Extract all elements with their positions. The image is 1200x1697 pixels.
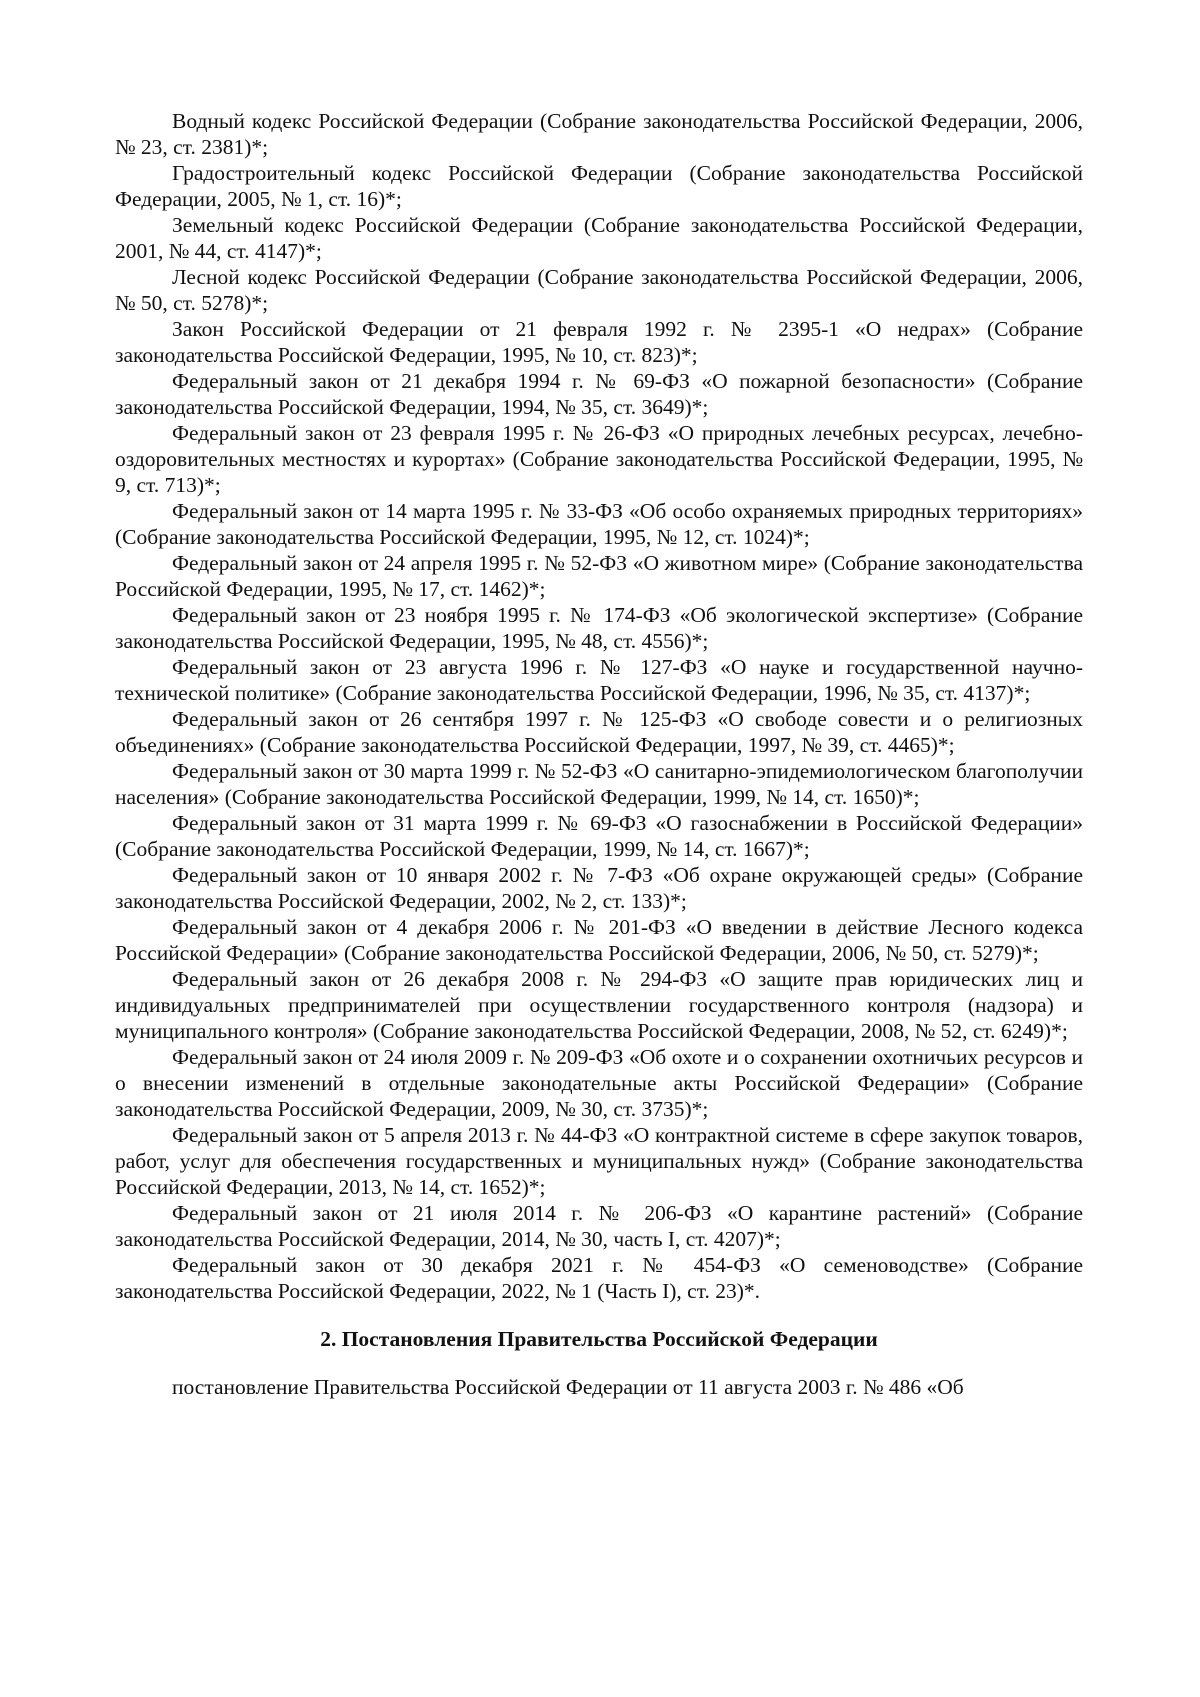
law-item-20: Федеральный закон от 21 июля 2014 г. № 206-ФЗ «О карантине растений» (Собрание законодательства Российской Федерации, 2014, № 30, часть I, ст. 4207)*; (115, 1201, 1083, 1251)
law-item-4: Лесной кодекс Российской Федерации (Собрание законодательства Российской Федерации, 2006, № 50, ст. 5278)*; (115, 265, 1083, 315)
law-item-2: Градостроительный кодекс Российской Федерации (Собрание законодательства Российской Федерации, 2005, № 1, ст. 16)*; (115, 161, 1083, 211)
law-item-5: Закон Российской Федерации от 21 февраля 1992 г. № 2395-1 «О недрах» (Собрание законодательства Российской Федерации, 1995, № 10, ст. 823)*; (115, 317, 1083, 367)
document-page (115, 108, 1083, 1400)
law-item-11: Федеральный закон от 23 августа 1996 г. № 127-ФЗ «О науке и государственной научно-технической политике» (Собрание законодательства Российской Федерации, 1996, № 35, ст. 4137)*; (115, 655, 1083, 705)
law-item-16: Федеральный закон от 4 декабря 2006 г. № 201-ФЗ «О введении в действие Лесного кодекса Российской Федерации» (Собрание законодательства Российской Федерации, 2006, № 50, ст. 5279)*; (115, 915, 1083, 965)
law-item-14: Федеральный закон от 31 марта 1999 г. № 69-ФЗ «О газоснабжении в Российской Федерации» (Собрание законодательства Российской Федерации, 1999, № 14, ст. 1667)*; (115, 811, 1083, 861)
law-item-8: Федеральный закон от 14 марта 1995 г. № 33-ФЗ «Об особо охраняемых природных территориях» (Собрание законодательства Российской Федерации, 1995, № 12, ст. 1024)*; (115, 499, 1083, 549)
law-item-15: Федеральный закон от 10 января 2002 г. № 7-ФЗ «Об охране окружающей среды» (Собрание законодательства Российской Федерации, 2002, № 2, ст. 133)*; (115, 863, 1083, 913)
section-heading: 2. Постановления Правительства Российской Федерации (320, 1327, 878, 1351)
law-item-21: Федеральный закон от 30 декабря 2021 г. № 454-ФЗ «О семеноводстве» (Собрание законодательства Российской Федерации, 2022, № 1 (Часть I), ст. 23)*. (115, 1253, 1083, 1303)
law-item-9: Федеральный закон от 24 апреля 1995 г. № 52-ФЗ «О животном мире» (Собрание законодательства Российской Федерации, 1995, № 17, ст. 1462)*; (115, 551, 1083, 601)
law-item-10: Федеральный закон от 23 ноября 1995 г. № 174-ФЗ «Об экологической экспертизе» (Собрание законодательства Российской Федерации, 1995, № 48, ст. 4556)*; (115, 603, 1083, 653)
law-item-6: Федеральный закон от 21 декабря 1994 г. № 69-ФЗ «О пожарной безопасности» (Собрание законодательства Российской Федерации, 1994, № 35, ст. 3649)*; (115, 369, 1083, 419)
law-item-1: Водный кодекс Российской Федерации (Собрание законодательства Российской Федерации, 2006, № 23, ст. 2381)*; (115, 109, 1083, 159)
law-item-18: Федеральный закон от 24 июля 2009 г. № 209-ФЗ «Об охоте и о сохранении охотничьих ресурсов и о внесении изменений в отдельные законодательные акты Российской Федерации» (Собрание законодательства Российской Федерации, 2009, № 30, ст. 3735)*; (115, 1045, 1083, 1121)
law-item-19: Федеральный закон от 5 апреля 2013 г. № 44-ФЗ «О контрактной системе в сфере закупок товаров, работ, услуг для обеспечения государственных и муниципальных нужд» (Собрание законодательства Российской Федерации, 2013, № 14, ст. 1652)*; (115, 1123, 1083, 1199)
law-item-13: Федеральный закон от 30 марта 1999 г. № 52-ФЗ «О санитарно-эпидемиологическом благополучии населения» (Собрание законодательства Российской Федерации, 1999, № 14, ст. 1650)*; (115, 759, 1083, 809)
law-item-7: Федеральный закон от 23 февраля 1995 г. № 26-ФЗ «О природных лечебных ресурсах, лечебно-оздоровительных местностях и курортах» (Собрание законодательства Российской Федерации, 1995, № 9, ст. 713)*; (115, 421, 1083, 497)
law-item-3: Земельный кодекс Российской Федерации (Собрание законодательства Российской Федерации, 2001, № 44, ст. 4147)*; (115, 213, 1083, 263)
resolution-item-1: постановление Правительства Российской Федерации от 11 августа 2003 г. № 486 «Об (172, 1375, 964, 1399)
law-item-12: Федеральный закон от 26 сентября 1997 г. № 125-ФЗ «О свободе совести и о религиозных объединениях» (Собрание законодательства Российской Федерации, 1997, № 39, ст. 4465)*; (115, 707, 1083, 757)
law-item-17: Федеральный закон от 26 декабря 2008 г. № 294-ФЗ «О защите прав юридических лиц и индивидуальных предпринимателей при осуществлении государственного контроля (надзора) и муниципального контроля» (Собрание законодательства Российской Федерации, 2008, № 52, ст. 6249)*; (115, 967, 1083, 1043)
